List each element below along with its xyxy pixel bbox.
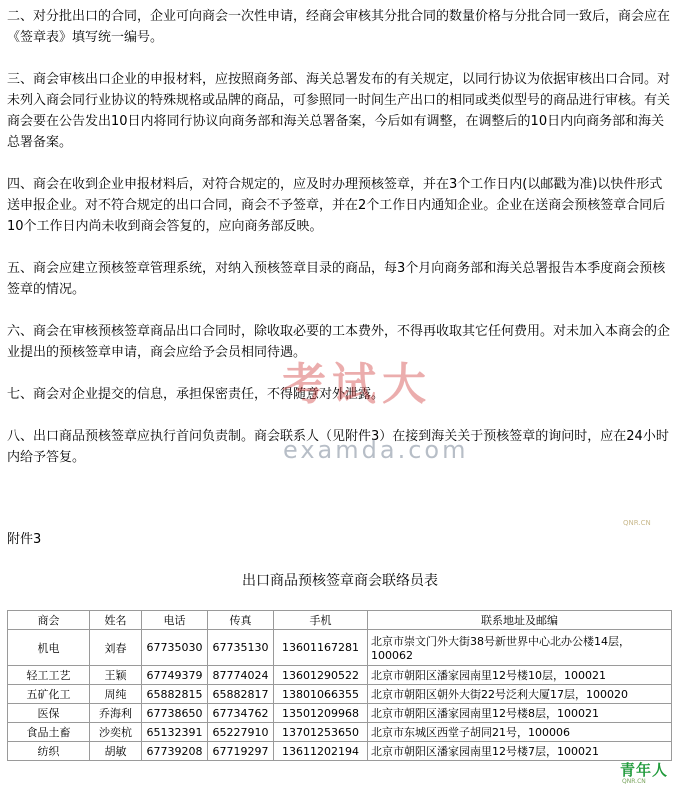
cell-mobile: 13611202194 — [274, 742, 368, 761]
cell-address: 北京市朝阳区潘家园南里12号楼7层，100021 — [368, 742, 672, 761]
cell-name: 刘春 — [90, 630, 142, 666]
cell-chamber: 纺织 — [8, 742, 90, 761]
table-row — [8, 630, 672, 666]
cell-name: 胡敏 — [90, 742, 142, 761]
cell-fax: 87774024 — [208, 666, 274, 685]
cell-fax: 67719297 — [208, 742, 274, 761]
table-row — [8, 742, 672, 761]
cell-name: 王颖 — [90, 666, 142, 685]
watermark-small: QNR.CN — [623, 519, 651, 527]
cell-name: 乔海利 — [90, 704, 142, 723]
cell-fax: 65882817 — [208, 685, 274, 704]
paragraph-6: 六、商会在审核预核签章商品出口合同时，除收取必要的工本费外，不得再收取其它任何费用。对未加入本商会的企业提出的预核签章申请，商会应给予会员相同待遇。 — [7, 324, 671, 360]
paragraph-7: 七、商会对企业提交的信息，承担保密责任，不得随意对外泄露。 — [7, 387, 385, 402]
cell-address: 北京市崇文门外大街38号新世界中心北办公楼14层，100062 — [368, 630, 672, 666]
cell-phone: 67735030 — [142, 630, 208, 666]
cell-name: 周纯 — [90, 685, 142, 704]
cell-chamber: 五矿化工 — [8, 685, 90, 704]
cell-chamber: 机电 — [8, 630, 90, 666]
paragraph-4: 四、商会在收到企业申报材料后，对符合规定的，应及时办理预核签章，并在3个工作日内(以邮戳为准)以快件形式送申报企业。对不符合规定的出口合同，商会不予签章，并在2个工作日内通知企业。企业在送商会预核签章合同后10个工作日内尚未收到商会答复的，应向商务部反映。 — [7, 177, 666, 234]
cell-mobile: 13601290522 — [274, 666, 368, 685]
cell-mobile: 13601167281 — [274, 630, 368, 666]
site-logo-sub: QNR.CN — [622, 778, 646, 785]
cell-chamber: 医保 — [8, 704, 90, 723]
cell-chamber: 食品土畜 — [8, 723, 90, 742]
cell-fax: 65227910 — [208, 723, 274, 742]
paragraph-2: 二、对分批出口的合同，企业可向商会一次性申请，经商会审核其分批合同的数量价格与分批合同一致后，商会应在《签章表》填写统一编号。 — [7, 9, 671, 45]
watermark-url: examda.com — [283, 436, 469, 464]
cell-phone: 67738650 — [142, 704, 208, 723]
cell-address: 北京市朝阳区朝外大街22号泛利大厦17层，100020 — [368, 685, 672, 704]
header-phone: 电话 — [142, 611, 208, 630]
watermark-text: 考试大 — [282, 359, 432, 410]
header-address: 联系地址及邮编 — [368, 611, 672, 630]
cell-name: 沙奕杭 — [90, 723, 142, 742]
paragraph-3: 三、商会审核出口企业的申报材料，应按照商务部、海关总署发布的有关规定，以同行协议为依据审核出口合同。对未列入商会同行业协议的特殊规格或品牌的商品，可参照同一时间生产出口的相同或类似型号的商品进行审核。有关商会要在公告发出10日内将同行协议向商务部和海关总署备案，今后如有调整，在调整后的10日内向商务部和海关总署备案。 — [7, 72, 671, 150]
paragraph-8: 八、出口商品预核签章应执行首问负责制。商会联系人（见附件3）在接到海关关于预核签章的询问时，应在24小时内给予答复。 — [7, 429, 669, 465]
cell-chamber: 轻工工艺 — [8, 666, 90, 685]
header-mobile: 手机 — [274, 611, 368, 630]
cell-phone: 67749379 — [142, 666, 208, 685]
cell-fax: 67735130 — [208, 630, 274, 666]
cell-address: 北京市朝阳区潘家园南里12号楼10层，100021 — [368, 666, 672, 685]
header-name: 姓名 — [90, 611, 142, 630]
cell-address: 北京市东城区西堂子胡同21号，100006 — [368, 723, 672, 742]
table-row — [8, 666, 672, 685]
cell-phone: 67739208 — [142, 742, 208, 761]
table-row — [8, 704, 672, 723]
table-title: 出口商品预核签章商会联络员表 — [242, 573, 438, 589]
header-fax: 传真 — [208, 611, 274, 630]
cell-phone: 65132391 — [142, 723, 208, 742]
cell-fax: 67734762 — [208, 704, 274, 723]
paragraph-5: 五、商会应建立预核签章管理系统，对纳入预核签章目录的商品，每3个月向商务部和海关总署报告本季度商会预核签章的情况。 — [7, 261, 666, 297]
table-row — [8, 723, 672, 742]
cell-phone: 65882815 — [142, 685, 208, 704]
table-header-row — [8, 611, 672, 630]
header-chamber: 商会 — [8, 611, 90, 630]
cell-mobile: 13701253650 — [274, 723, 368, 742]
cell-mobile: 13501209968 — [274, 704, 368, 723]
cell-address: 北京市朝阳区潘家园南里12号楼8层，100021 — [368, 704, 672, 723]
cell-mobile: 13801066355 — [274, 685, 368, 704]
contacts-table — [7, 610, 672, 761]
site-logo: 青年人 — [620, 761, 669, 779]
table-row — [8, 685, 672, 704]
attachment-label: 附件3 — [7, 532, 42, 547]
